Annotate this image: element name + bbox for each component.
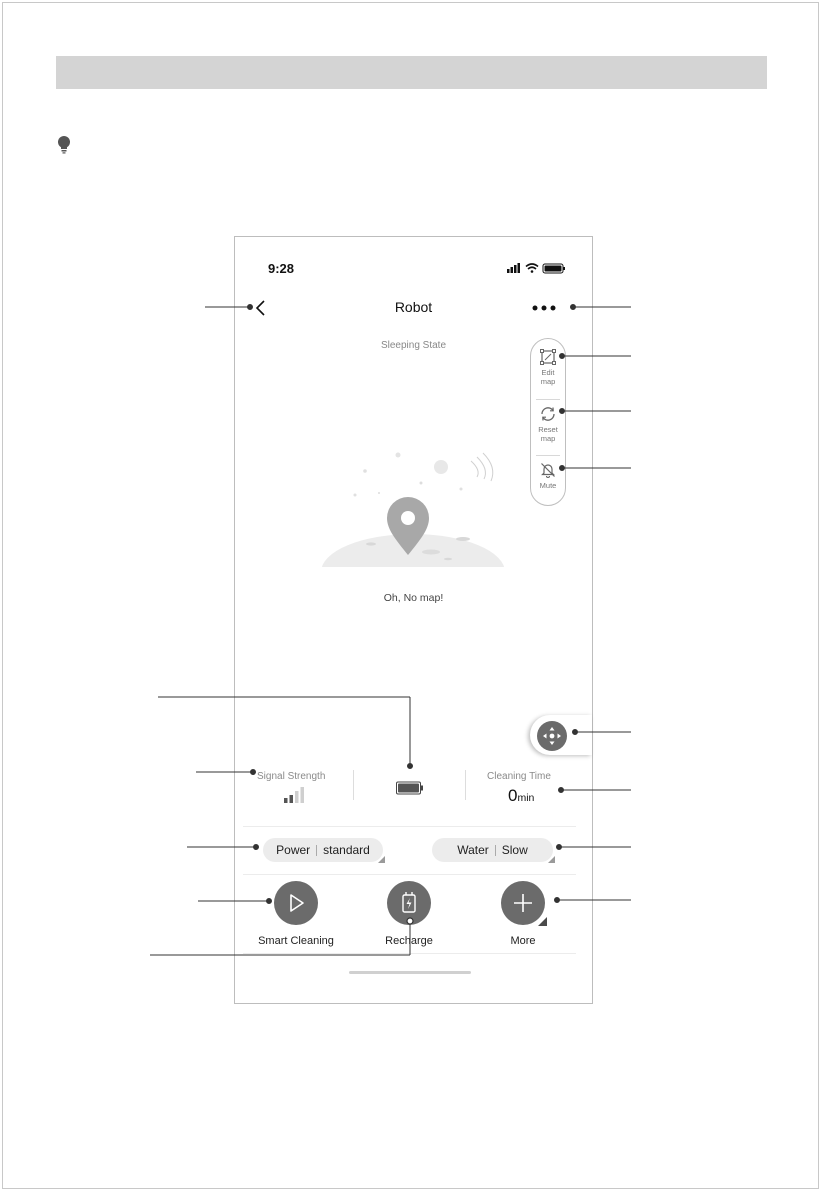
water-label: Water [457, 843, 489, 857]
power-value: standard [323, 843, 370, 857]
signal-strength-label: Signal Strength [257, 771, 326, 782]
smart-cleaning-label: Smart Cleaning [258, 935, 334, 947]
cleaning-time-label: Cleaning Time [487, 771, 551, 782]
recharge-label: Recharge [385, 935, 433, 947]
mute-label: Mute [539, 481, 557, 490]
power-label: Power [276, 843, 311, 857]
edit-map-label: Edit map [540, 368, 556, 386]
cleaning-time-value: 0 [508, 786, 518, 805]
cleaning-time-unit: min [517, 792, 535, 804]
water-value: Slow [501, 843, 528, 857]
page-title: Robot [394, 299, 433, 315]
no-map-message: Oh, No map! [383, 592, 444, 604]
more-label: More [510, 935, 536, 947]
reset-map-label: Reset map [538, 425, 558, 443]
status-time: 9:28 [268, 261, 295, 276]
robot-state: Sleeping State [380, 340, 447, 351]
